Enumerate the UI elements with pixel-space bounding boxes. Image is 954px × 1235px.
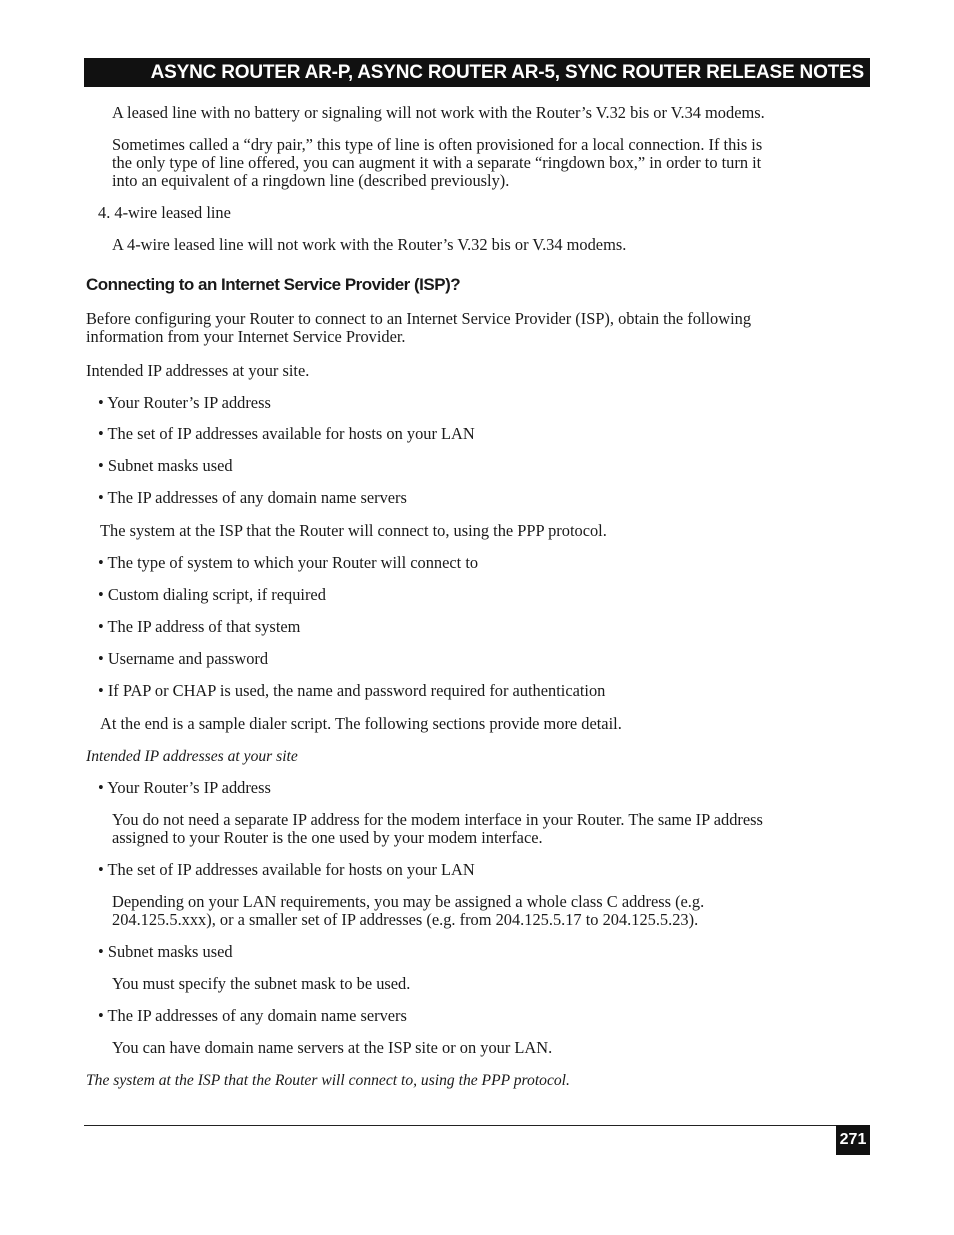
detail-text-subnet: You must specify the subnet mask to be used. xyxy=(112,974,411,993)
detail-bullet-router-ip: • Your Router’s IP address xyxy=(98,778,271,797)
detail-text-ip-set-line-1: Depending on your LAN requirements, you may be assigned a whole class C address (e.g. xyxy=(112,892,705,911)
paragraph-dry-pair-line-2: the only type of line offered, you can augment it with a separate “ringdown box,” in order to turn it xyxy=(112,153,762,172)
paragraph-dry-pair-line-3: into an equivalent of a ringdown line (described previously). xyxy=(112,171,510,190)
isp-system-label: The system at the ISP that the Router will connect to, using the PPP protocol. xyxy=(100,521,607,540)
paragraph-dry-pair-line-1: Sometimes called a “dry pair,” this type of line is often provisioned for a local connection. If this is xyxy=(112,135,763,154)
list-item-4-wire: 4. 4-wire leased line xyxy=(98,203,231,222)
list-item: • Subnet masks used xyxy=(98,456,233,475)
list-item: • If PAP or CHAP is used, the name and password required for authentication xyxy=(98,681,606,700)
subheading-intended-ip: Intended IP addresses at your site xyxy=(86,748,298,765)
list-item: • Your Router’s IP address xyxy=(98,393,271,412)
detail-text-router-ip-line-1: You do not need a separate IP address for the modem interface in your Router. The same IP address xyxy=(112,810,763,829)
end-note: At the end is a sample dialer script. The following sections provide more detail. xyxy=(100,714,622,733)
list-item: • Custom dialing script, if required xyxy=(98,585,326,604)
page-number: 271 xyxy=(836,1125,870,1155)
detail-text-ip-set-line-2: 204.125.5.xxx), or a smaller set of IP addresses (e.g. from 204.125.5.17 to 204.125.5.23). xyxy=(112,910,699,929)
list-item: • The IP addresses of any domain name servers xyxy=(98,488,407,507)
intro-line-2: information from your Internet Service Provider. xyxy=(86,327,406,346)
detail-bullet-dns: • The IP addresses of any domain name servers xyxy=(98,1006,407,1025)
detail-text-dns: You can have domain name servers at the ISP site or on your LAN. xyxy=(112,1038,553,1057)
list-item: • Username and password xyxy=(98,649,269,668)
detail-text-router-ip-line-2: assigned to your Router is the one used by your modem interface. xyxy=(112,828,543,847)
detail-bullet-subnet: • Subnet masks used xyxy=(98,942,233,961)
section-heading: Connecting to an Internet Service Provider (ISP)? xyxy=(86,275,461,294)
list-item: • The IP address of that system xyxy=(98,617,301,636)
list-item: • The set of IP addresses available for hosts on your LAN xyxy=(98,424,475,443)
footer-rule xyxy=(84,1125,870,1126)
paragraph-4-wire: A 4-wire leased line will not work with the Router’s V.32 bis or V.34 modems. xyxy=(112,235,627,254)
subheading-isp-system: The system at the ISP that the Router will connect to, using the PPP protocol. xyxy=(86,1072,570,1089)
running-header: ASYNC ROUTER AR-P, ASYNC ROUTER AR-5, SYNC ROUTER RELEASE NOTES xyxy=(84,58,870,87)
list-item: • The type of system to which your Router will connect to xyxy=(98,553,479,572)
intro-line-1: Before configuring your Router to connect to an Internet Service Provider (ISP), obtain the following xyxy=(86,309,752,328)
detail-bullet-ip-set: • The set of IP addresses available for hosts on your LAN xyxy=(98,860,475,879)
intended-addresses-label: Intended IP addresses at your site. xyxy=(86,361,310,380)
paragraph-no-battery: A leased line with no battery or signaling will not work with the Router’s V.32 bis or V.34 modems. xyxy=(112,103,765,122)
